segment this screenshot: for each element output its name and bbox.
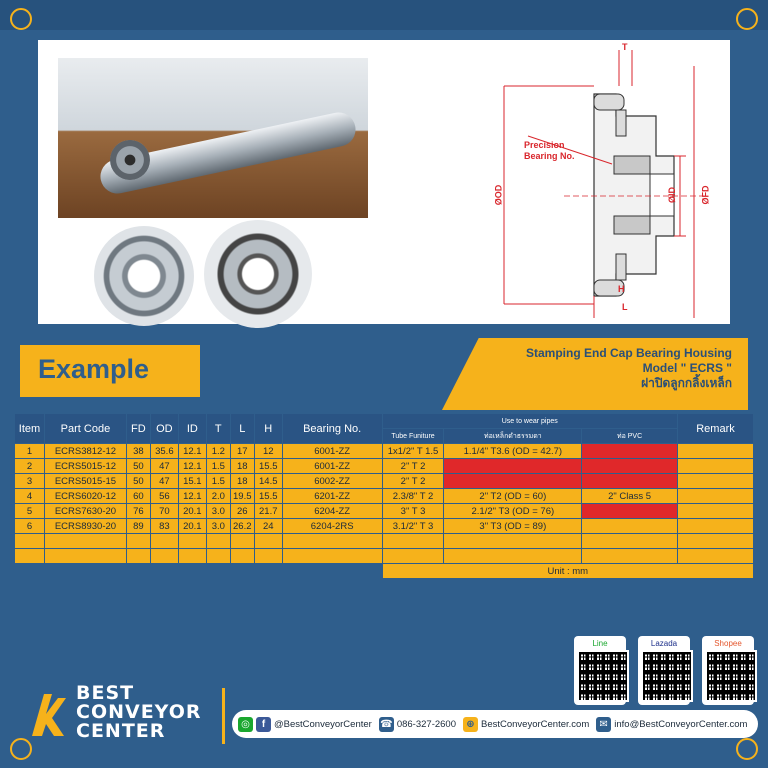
roller-photo xyxy=(58,58,368,218)
cell-fd: 50 xyxy=(126,459,150,474)
cell-item: 1 xyxy=(15,444,45,459)
globe-icon: ⊕ xyxy=(463,717,478,732)
cell-id: 12.1 xyxy=(178,489,206,504)
social-handle: @BestConveyorCenter xyxy=(274,718,372,730)
table-row-empty xyxy=(15,549,754,564)
qr-shopee-box xyxy=(702,636,754,705)
cell-part-code: ECRS5015-15 xyxy=(44,474,126,489)
cell-fd: 89 xyxy=(126,519,150,534)
precision-bearing-callout: Precision Bearing No. xyxy=(524,140,575,161)
cell-fd: 38 xyxy=(126,444,150,459)
cell-remark xyxy=(677,459,753,474)
cell-part-code: ECRS5015-12 xyxy=(44,459,126,474)
phone-number: 086-327-2600 xyxy=(396,718,456,730)
header-od: OD xyxy=(150,414,178,444)
cell-od: 70 xyxy=(150,504,178,519)
qr-line-box xyxy=(574,636,626,705)
end-cap-back-photo xyxy=(204,220,312,328)
qr-shopee-label: Shopee xyxy=(714,639,742,648)
header-id: ID xyxy=(178,414,206,444)
cell-t: 2.0 xyxy=(206,489,230,504)
cell-remark xyxy=(677,504,753,519)
cell-bearing: 6002-ZZ xyxy=(282,474,382,489)
cell-remark xyxy=(677,489,753,504)
cell-h: 15.5 xyxy=(254,459,282,474)
cell-item: 5 xyxy=(15,504,45,519)
brand-logo xyxy=(30,680,230,750)
website-contact[interactable] xyxy=(463,717,589,732)
cell-part-code: ECRS6020-12 xyxy=(44,489,126,504)
cell-tube: 2" T 2 xyxy=(382,474,444,489)
product-title-block xyxy=(462,346,732,391)
corner-decoration xyxy=(736,8,758,30)
header-item: Item xyxy=(15,414,45,444)
cell-l: 19.5 xyxy=(230,489,254,504)
cell-remark xyxy=(677,474,753,489)
cell-part-code: ECRS8930-20 xyxy=(44,519,126,534)
cell-pvc xyxy=(582,474,678,489)
table-row xyxy=(15,474,754,489)
email-address: info@BestConveyorCenter.com xyxy=(614,718,748,730)
cell-od: 56 xyxy=(150,489,178,504)
cell-fd: 76 xyxy=(126,504,150,519)
cell-id: 20.1 xyxy=(178,504,206,519)
cell-od: 47 xyxy=(150,474,178,489)
cell-h: 21.7 xyxy=(254,504,282,519)
table-row xyxy=(15,489,754,504)
phone-contact[interactable] xyxy=(379,717,456,732)
header-t: T xyxy=(206,414,230,444)
dim-h-label: H xyxy=(618,284,625,294)
end-cap-front-photo xyxy=(94,226,194,326)
social-contact[interactable] xyxy=(238,717,372,732)
header-use-group: Use to wear pipes xyxy=(382,414,677,429)
facebook-icon: f xyxy=(256,717,271,732)
cell-item: 6 xyxy=(15,519,45,534)
unit-label: Unit : mm xyxy=(382,564,753,579)
cell-pvc xyxy=(582,459,678,474)
cell-bearing: 6001-ZZ xyxy=(282,444,382,459)
logo-line-2: CONVEYOR xyxy=(76,701,202,723)
cell-t: 3.0 xyxy=(206,504,230,519)
technical-drawing xyxy=(464,42,720,318)
qr-shopee[interactable] xyxy=(702,636,754,705)
cell-l: 17 xyxy=(230,444,254,459)
cell-id: 20.1 xyxy=(178,519,206,534)
cell-tube: 2.3/8" T 2 xyxy=(382,489,444,504)
contact-bar xyxy=(232,710,758,738)
cell-item: 3 xyxy=(15,474,45,489)
header-h: H xyxy=(254,414,282,444)
cell-tube: 3" T 3 xyxy=(382,504,444,519)
corner-decoration xyxy=(10,8,32,30)
cell-pvc: 2" Class 5 xyxy=(582,489,678,504)
corner-decoration xyxy=(736,738,758,760)
qr-line-label: Line xyxy=(592,639,608,648)
qr-code-icon xyxy=(641,650,693,702)
table-row xyxy=(15,444,754,459)
table-row xyxy=(15,519,754,534)
qr-code-icon xyxy=(577,650,629,702)
dim-od-label: ØOD xyxy=(493,184,504,206)
logo-wordmark xyxy=(76,684,202,741)
cell-fd: 60 xyxy=(126,489,150,504)
spec-table xyxy=(14,413,754,579)
dim-l-label: L xyxy=(622,302,628,312)
cell-od: 83 xyxy=(150,519,178,534)
cell-l: 18 xyxy=(230,459,254,474)
dim-id-label: ØID xyxy=(667,186,678,204)
dim-fd-label: ØFD xyxy=(700,185,711,205)
unit-row xyxy=(15,564,754,579)
qr-lazada[interactable] xyxy=(638,636,690,705)
cell-od: 35.6 xyxy=(150,444,178,459)
phone-icon: ☎ xyxy=(380,718,393,730)
cell-pvc xyxy=(582,519,678,534)
line-icon: ◎ xyxy=(238,717,253,732)
cell-steel xyxy=(444,474,582,489)
cell-id: 12.1 xyxy=(178,459,206,474)
top-frame xyxy=(0,0,768,30)
logo-line-1: BEST xyxy=(76,682,135,704)
dim-t-label: T xyxy=(622,42,628,52)
header-steel: ท่อเหล็กดำธรรมดา xyxy=(444,429,582,444)
cell-pvc xyxy=(582,444,678,459)
cell-t: 1.5 xyxy=(206,459,230,474)
header-pvc: ท่อ PVC xyxy=(582,429,678,444)
corner-decoration xyxy=(10,738,32,760)
cell-steel: 1.1/4" T3.6 (OD = 42.7) xyxy=(444,444,582,459)
logo-mark-icon xyxy=(30,688,70,740)
logo-line-3: CENTER xyxy=(76,720,166,742)
cell-item: 4 xyxy=(15,489,45,504)
table-row xyxy=(15,504,754,519)
cell-t: 1.2 xyxy=(206,444,230,459)
header-l: L xyxy=(230,414,254,444)
cell-steel: 3" T3 (OD = 89) xyxy=(444,519,582,534)
product-model: Model " ECRS " xyxy=(642,361,732,375)
qr-code-icon xyxy=(705,650,757,702)
cell-part-code: ECRS3812-12 xyxy=(44,444,126,459)
footer-divider xyxy=(222,688,225,744)
cell-l: 26.2 xyxy=(230,519,254,534)
product-title: Stamping End Cap Bearing Housing xyxy=(525,346,732,360)
product-thai-name: ฝาปิดลูกกลิ้งเหล็ก xyxy=(641,376,732,390)
header-part-code: Part Code xyxy=(44,414,126,444)
cell-h: 24 xyxy=(254,519,282,534)
website-url: BestConveyorCenter.com xyxy=(481,718,590,730)
cell-remark xyxy=(677,444,753,459)
header-remark: Remark xyxy=(677,414,753,444)
cell-steel: 2.1/2" T3 (OD = 76) xyxy=(444,504,582,519)
cross-section-drawing xyxy=(464,46,720,318)
header-bearing: Bearing No. xyxy=(282,414,382,444)
qr-lazada-box xyxy=(638,636,690,705)
cell-l: 18 xyxy=(230,474,254,489)
cell-steel: 2" T2 (OD = 60) xyxy=(444,489,582,504)
cell-bearing: 6201-ZZ xyxy=(282,489,382,504)
cell-bearing: 6204-ZZ xyxy=(282,504,382,519)
roller-end-cap xyxy=(110,140,150,180)
cell-tube: 1x1/2" T 1.5 xyxy=(382,444,444,459)
qr-lazada-label: Lazada xyxy=(650,639,678,648)
cell-steel xyxy=(444,459,582,474)
example-heading: Example xyxy=(38,354,150,384)
table-row-empty xyxy=(15,534,754,549)
header-fd: FD xyxy=(126,414,150,444)
cell-tube: 2" T 2 xyxy=(382,459,444,474)
table-row xyxy=(15,459,754,474)
product-image-card xyxy=(38,40,730,324)
header-tube: Tube Funiture xyxy=(382,429,444,444)
cell-item: 2 xyxy=(15,459,45,474)
email-contact[interactable] xyxy=(596,717,747,732)
cell-h: 14.5 xyxy=(254,474,282,489)
cell-h: 15.5 xyxy=(254,489,282,504)
cell-t: 3.0 xyxy=(206,519,230,534)
cell-t: 1.5 xyxy=(206,474,230,489)
cell-bearing: 6204-2RS xyxy=(282,519,382,534)
cell-remark xyxy=(677,519,753,534)
email-icon: ✉ xyxy=(596,717,611,732)
cell-fd: 50 xyxy=(126,474,150,489)
cell-bearing: 6001-ZZ xyxy=(282,459,382,474)
cell-h: 12 xyxy=(254,444,282,459)
cell-tube: 3.1/2" T 3 xyxy=(382,519,444,534)
cell-id: 12.1 xyxy=(178,444,206,459)
cell-part-code: ECRS7630-20 xyxy=(44,504,126,519)
cell-od: 47 xyxy=(150,459,178,474)
cell-pvc xyxy=(582,504,678,519)
cell-l: 26 xyxy=(230,504,254,519)
cell-id: 15.1 xyxy=(178,474,206,489)
qr-line[interactable] xyxy=(574,636,626,705)
